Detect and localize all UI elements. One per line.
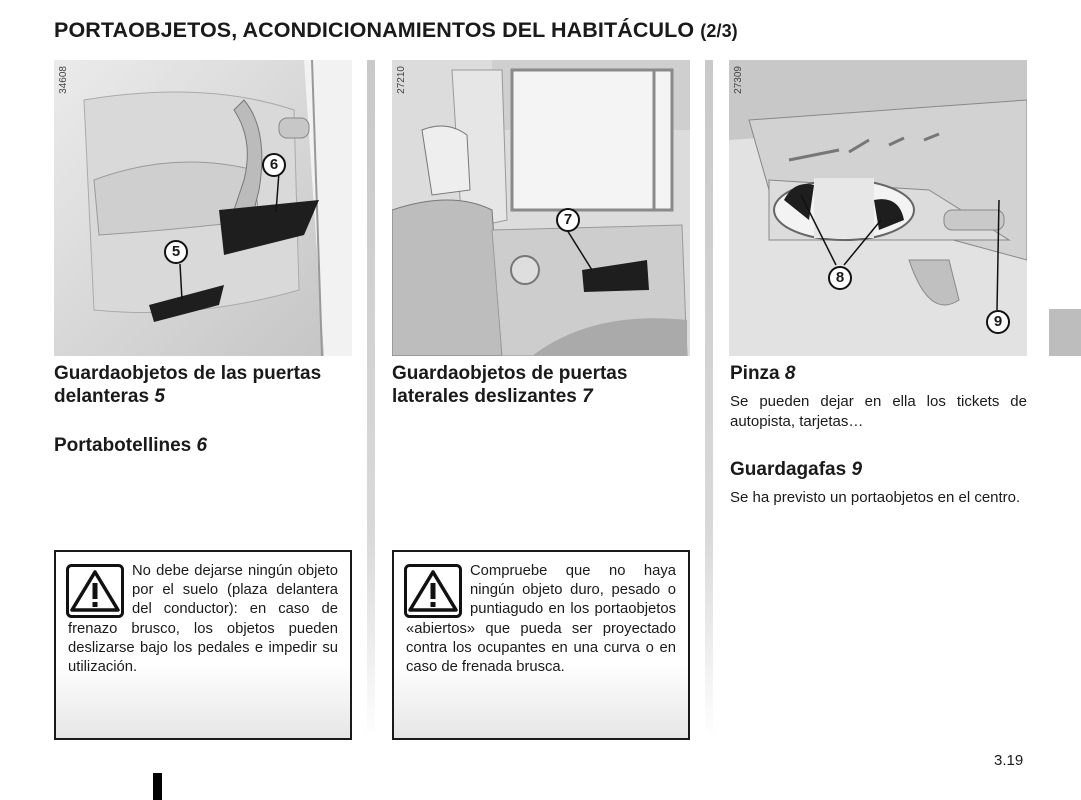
heading-front-door-storage: Guardaobjetos de las puertas delanteras 5 (54, 363, 322, 407)
heading-glasses-holder: Guardagafas 9 (730, 459, 863, 480)
column-divider (367, 60, 375, 740)
page-title: PORTAOBJETOS, ACONDICIONAMIENTOS DEL HABITÁCULO (2/3) (54, 18, 738, 42)
page-number: 3.19 (994, 752, 1024, 769)
column-divider (705, 60, 713, 740)
callout-6: 6 (262, 153, 286, 177)
figure-overhead-console (729, 60, 1027, 356)
warning-text: Compruebe que no haya ningún objeto duro, pesado o puntiagudo en los portaobjetos «abiertos» que pueda ser proyectado contra los ocupantes en una curva o en caso de frenada brusca. (406, 563, 676, 676)
figure-sliding-door (392, 60, 690, 356)
warning-icon (66, 564, 124, 618)
callout-7: 7 (556, 208, 580, 232)
figure-code: 27210 (396, 66, 407, 94)
figure-front-door (54, 60, 352, 356)
margin-marker (153, 773, 162, 800)
text-clip: Se pueden dejar en ella los tickets de autopista, tarjetas… (730, 393, 1027, 430)
callout-9: 9 (986, 310, 1010, 334)
warning-icon (404, 564, 462, 618)
warning-text: No debe dejarse ningún objeto por el suelo (plaza delantera del conductor): en caso de frenazo brusco, los objetos pueden deslizarse bajo los pedales e impedir su utilización. (68, 563, 338, 676)
warning-box-left (54, 550, 352, 740)
figure-code: 34608 (58, 66, 69, 94)
heading-sliding-door-storage: Guardaobjetos de puertas laterales deslizantes 7 (392, 363, 628, 407)
heading-clip: Pinza 8 (730, 363, 796, 384)
warning-box-right (392, 550, 690, 740)
figure-code: 27309 (733, 66, 744, 94)
heading-bottle-holder: Portabotellines 6 (54, 435, 208, 456)
page-part: (2/3) (700, 21, 738, 41)
chapter-tab (1049, 309, 1081, 356)
callout-5: 5 (164, 240, 188, 264)
callout-8: 8 (828, 266, 852, 290)
text-glasses-holder: Se ha previsto un portaobjetos en el centro. (730, 489, 1021, 506)
